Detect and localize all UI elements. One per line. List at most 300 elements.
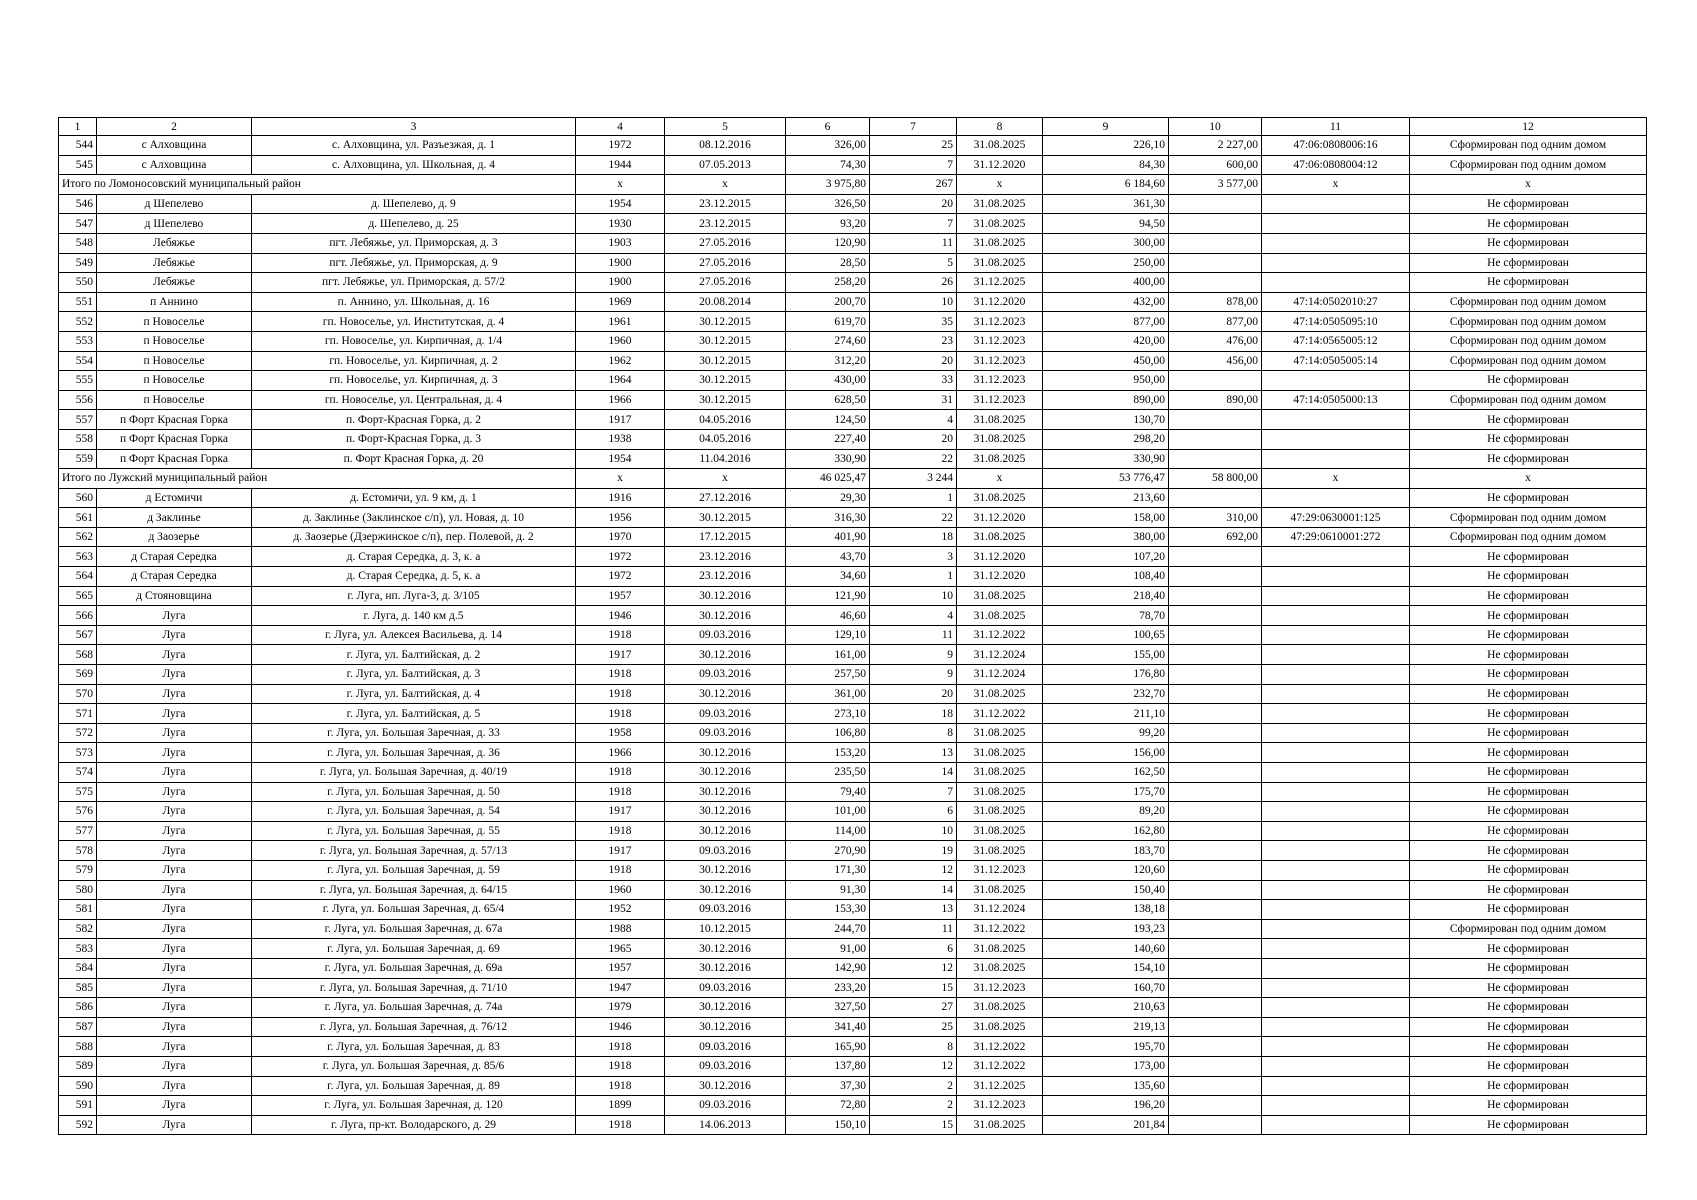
- address-cell: п. Форт-Красная Горка, д. 3: [252, 429, 576, 449]
- year-cell: 1964: [576, 371, 665, 391]
- year-cell: 1917: [576, 410, 665, 430]
- residents-cell: 35: [870, 312, 957, 332]
- column-header: 4: [576, 118, 665, 136]
- value-10-cell: 890,00: [1169, 390, 1262, 410]
- value-9-cell: 108,40: [1043, 567, 1169, 587]
- cadastral-number-cell: 47:06:0808004:12: [1262, 155, 1410, 175]
- cadastral-number-cell: 47:14:0505000:13: [1262, 390, 1410, 410]
- row-number-cell: 584: [59, 958, 97, 978]
- row-number-cell: 549: [59, 253, 97, 273]
- year-cell: 1979: [576, 998, 665, 1018]
- deadline-cell: 31.08.2025: [957, 527, 1043, 547]
- cadastral-number-cell: 47:14:0505005:14: [1262, 351, 1410, 371]
- area-cell: 326,50: [786, 194, 870, 214]
- table-row: [59, 194, 1647, 214]
- status-cell: Не сформирован: [1410, 998, 1647, 1018]
- residents-cell: 20: [870, 194, 957, 214]
- value-9-cell: 218,40: [1043, 586, 1169, 606]
- area-cell: 124,50: [786, 410, 870, 430]
- area-cell: 274,60: [786, 331, 870, 351]
- area-cell: 101,00: [786, 802, 870, 822]
- cadastral-number-cell: [1262, 1037, 1410, 1057]
- area-cell: 327,50: [786, 998, 870, 1018]
- value-10-cell: [1169, 723, 1262, 743]
- table-row: [59, 684, 1647, 704]
- year-cell: 1917: [576, 841, 665, 861]
- locality-cell: Лебяжье: [97, 233, 252, 253]
- locality-cell: п Новоселье: [97, 331, 252, 351]
- year-cell: 1903: [576, 233, 665, 253]
- value-9-cell: 201,84: [1043, 1115, 1169, 1135]
- table-row: [59, 958, 1647, 978]
- residents-cell: 267: [870, 175, 957, 195]
- area-cell: 93,20: [786, 214, 870, 234]
- deadline-cell: 31.12.2022: [957, 704, 1043, 724]
- cadastral-number-cell: [1262, 723, 1410, 743]
- deadline-cell: 31.08.2025: [957, 1017, 1043, 1037]
- value-9-cell: 250,00: [1043, 253, 1169, 273]
- residents-cell: 2: [870, 1076, 957, 1096]
- value-9-cell: 175,70: [1043, 782, 1169, 802]
- deadline-cell: 31.12.2023: [957, 390, 1043, 410]
- address-cell: г. Луга, ул. Большая Заречная, д. 69: [252, 939, 576, 959]
- year-cell: 1962: [576, 351, 665, 371]
- locality-cell: д Заозерье: [97, 527, 252, 547]
- cadastral-number-cell: [1262, 704, 1410, 724]
- status-cell: Сформирован под одним домом: [1410, 351, 1647, 371]
- area-cell: 161,00: [786, 645, 870, 665]
- cadastral-number-cell: 47:14:0505095:10: [1262, 312, 1410, 332]
- status-cell: Сформирован под одним домом: [1410, 331, 1647, 351]
- value-10-cell: [1169, 743, 1262, 763]
- value-10-cell: 692,00: [1169, 527, 1262, 547]
- row-number-cell: 564: [59, 567, 97, 587]
- year-cell: 1946: [576, 1017, 665, 1037]
- year-cell: 1972: [576, 136, 665, 156]
- address-cell: гп. Новоселье, ул. Центральная, д. 4: [252, 390, 576, 410]
- status-cell: Не сформирован: [1410, 723, 1647, 743]
- cadastral-number-cell: х: [1262, 175, 1410, 195]
- year-cell: 1917: [576, 645, 665, 665]
- column-header: 1: [59, 118, 97, 136]
- area-cell: 153,30: [786, 900, 870, 920]
- value-10-cell: [1169, 900, 1262, 920]
- status-cell: Не сформирован: [1410, 429, 1647, 449]
- value-10-cell: 878,00: [1169, 292, 1262, 312]
- deadline-cell: 31.08.2025: [957, 763, 1043, 783]
- residents-cell: 11: [870, 233, 957, 253]
- area-cell: 3 975,80: [786, 175, 870, 195]
- year-cell: 1918: [576, 1056, 665, 1076]
- deadline-cell: х: [957, 469, 1043, 489]
- cadastral-number-cell: [1262, 233, 1410, 253]
- column-number-header-row: [59, 118, 1647, 136]
- row-number-cell: 553: [59, 331, 97, 351]
- value-9-cell: 361,30: [1043, 194, 1169, 214]
- row-number-cell: 547: [59, 214, 97, 234]
- residents-cell: 12: [870, 860, 957, 880]
- status-cell: Не сформирован: [1410, 1115, 1647, 1135]
- table-row: [59, 743, 1647, 763]
- value-10-cell: [1169, 547, 1262, 567]
- table-row: [59, 351, 1647, 371]
- value-10-cell: [1169, 684, 1262, 704]
- address-cell: д. Заклинье (Заклинское с/п), ул. Новая, д. 10: [252, 508, 576, 528]
- date-cell: 11.04.2016: [665, 449, 786, 469]
- row-number-cell: 586: [59, 998, 97, 1018]
- value-9-cell: 150,40: [1043, 880, 1169, 900]
- deadline-cell: 31.12.2024: [957, 645, 1043, 665]
- deadline-cell: 31.08.2025: [957, 958, 1043, 978]
- address-cell: пгт. Лебяжье, ул. Приморская, д. 9: [252, 253, 576, 273]
- value-9-cell: 226,10: [1043, 136, 1169, 156]
- address-cell: г. Луга, ул. Большая Заречная, д. 74а: [252, 998, 576, 1018]
- status-cell: Не сформирован: [1410, 880, 1647, 900]
- row-number-cell: 570: [59, 684, 97, 704]
- table-row: [59, 821, 1647, 841]
- status-cell: Не сформирован: [1410, 684, 1647, 704]
- locality-cell: Луга: [97, 1115, 252, 1135]
- address-cell: г. Луга, ул. Большая Заречная, д. 67а: [252, 919, 576, 939]
- column-header: 2: [97, 118, 252, 136]
- address-cell: с. Алховщина, ул. Школьная, д. 4: [252, 155, 576, 175]
- area-cell: 330,90: [786, 449, 870, 469]
- table-row: [59, 841, 1647, 861]
- value-9-cell: 219,13: [1043, 1017, 1169, 1037]
- area-cell: 37,30: [786, 1076, 870, 1096]
- locality-cell: Луга: [97, 880, 252, 900]
- year-cell: 1918: [576, 1037, 665, 1057]
- deadline-cell: 31.12.2023: [957, 351, 1043, 371]
- row-number-cell: 562: [59, 527, 97, 547]
- status-cell: Не сформирован: [1410, 1037, 1647, 1057]
- address-cell: г. Луга, д. 140 км д.5: [252, 606, 576, 626]
- address-cell: п. Форт Красная Горка, д. 20: [252, 449, 576, 469]
- value-9-cell: 120,60: [1043, 860, 1169, 880]
- address-cell: с. Алховщина, ул. Разъезжая, д. 1: [252, 136, 576, 156]
- area-cell: 120,90: [786, 233, 870, 253]
- value-9-cell: 160,70: [1043, 978, 1169, 998]
- locality-cell: Луга: [97, 1037, 252, 1057]
- row-number-cell: 579: [59, 860, 97, 880]
- value-10-cell: [1169, 567, 1262, 587]
- total-label: Итого по Лужский муниципальный район: [59, 469, 576, 489]
- locality-cell: Луга: [97, 802, 252, 822]
- locality-cell: Луга: [97, 860, 252, 880]
- value-9-cell: 130,70: [1043, 410, 1169, 430]
- year-cell: 1900: [576, 253, 665, 273]
- deadline-cell: 31.12.2022: [957, 1037, 1043, 1057]
- cadastral-number-cell: [1262, 998, 1410, 1018]
- residents-cell: 6: [870, 802, 957, 822]
- status-cell: Не сформирован: [1410, 273, 1647, 293]
- residents-cell: 22: [870, 508, 957, 528]
- row-number-cell: 551: [59, 292, 97, 312]
- cadastral-number-cell: [1262, 194, 1410, 214]
- residents-cell: 4: [870, 410, 957, 430]
- value-10-cell: [1169, 429, 1262, 449]
- year-cell: 1899: [576, 1096, 665, 1116]
- area-cell: 43,70: [786, 547, 870, 567]
- column-header: 8: [957, 118, 1043, 136]
- residents-cell: 31: [870, 390, 957, 410]
- table-row: [59, 292, 1647, 312]
- value-10-cell: [1169, 782, 1262, 802]
- residents-cell: 1: [870, 567, 957, 587]
- locality-cell: с Алховщина: [97, 155, 252, 175]
- date-cell: 27.05.2016: [665, 253, 786, 273]
- value-9-cell: 298,20: [1043, 429, 1169, 449]
- address-cell: гп. Новоселье, ул. Кирпичная, д. 3: [252, 371, 576, 391]
- value-9-cell: 173,00: [1043, 1056, 1169, 1076]
- deadline-cell: 31.08.2025: [957, 841, 1043, 861]
- date-cell: 30.12.2016: [665, 782, 786, 802]
- cadastral-number-cell: [1262, 214, 1410, 234]
- deadline-cell: 31.08.2025: [957, 821, 1043, 841]
- cadastral-number-cell: 47:29:0630001:125: [1262, 508, 1410, 528]
- address-cell: г. Луга, ул. Большая Заречная, д. 57/13: [252, 841, 576, 861]
- status-cell: Не сформирован: [1410, 802, 1647, 822]
- address-cell: г. Луга, ул. Большая Заречная, д. 54: [252, 802, 576, 822]
- table-row: [59, 155, 1647, 175]
- value-10-cell: 600,00: [1169, 155, 1262, 175]
- cadastral-number-cell: [1262, 606, 1410, 626]
- date-cell: 09.03.2016: [665, 665, 786, 685]
- deadline-cell: 31.12.2023: [957, 978, 1043, 998]
- value-9-cell: 162,80: [1043, 821, 1169, 841]
- residents-cell: 4: [870, 606, 957, 626]
- status-cell: Не сформирован: [1410, 743, 1647, 763]
- date-cell: 30.12.2016: [665, 606, 786, 626]
- year-cell: 1918: [576, 821, 665, 841]
- address-cell: д. Шепелево, д. 9: [252, 194, 576, 214]
- year-cell: 1954: [576, 194, 665, 214]
- residents-cell: 2: [870, 1096, 957, 1116]
- address-cell: г. Луга, ул. Большая Заречная, д. 36: [252, 743, 576, 763]
- status-cell: Не сформирован: [1410, 488, 1647, 508]
- locality-cell: Луга: [97, 743, 252, 763]
- date-cell: 30.12.2016: [665, 998, 786, 1018]
- deadline-cell: 31.08.2025: [957, 253, 1043, 273]
- area-cell: 142,90: [786, 958, 870, 978]
- deadline-cell: 31.12.2025: [957, 1076, 1043, 1096]
- table-row: [59, 273, 1647, 293]
- status-cell: Сформирован под одним домом: [1410, 919, 1647, 939]
- locality-cell: Луга: [97, 939, 252, 959]
- value-9-cell: 380,00: [1043, 527, 1169, 547]
- area-cell: 244,70: [786, 919, 870, 939]
- value-9-cell: 99,20: [1043, 723, 1169, 743]
- status-cell: х: [1410, 469, 1647, 489]
- date-cell: 30.12.2015: [665, 331, 786, 351]
- address-cell: г. Луга, ул. Большая Заречная, д. 76/12: [252, 1017, 576, 1037]
- deadline-cell: 31.08.2025: [957, 998, 1043, 1018]
- row-number-cell: 585: [59, 978, 97, 998]
- value-9-cell: 950,00: [1043, 371, 1169, 391]
- table-row: [59, 880, 1647, 900]
- year-cell: 1944: [576, 155, 665, 175]
- residents-cell: 12: [870, 958, 957, 978]
- year-cell: 1918: [576, 625, 665, 645]
- cadastral-number-cell: [1262, 958, 1410, 978]
- status-cell: Не сформирован: [1410, 821, 1647, 841]
- year-cell: 1947: [576, 978, 665, 998]
- deadline-cell: 31.12.2022: [957, 1056, 1043, 1076]
- date-cell: 09.03.2016: [665, 978, 786, 998]
- address-cell: г. Луга, ул. Балтийская, д. 4: [252, 684, 576, 704]
- cadastral-number-cell: [1262, 253, 1410, 273]
- status-cell: Не сформирован: [1410, 665, 1647, 685]
- year-cell: 1961: [576, 312, 665, 332]
- cadastral-number-cell: [1262, 429, 1410, 449]
- cadastral-number-cell: [1262, 1115, 1410, 1135]
- year-cell: 1965: [576, 939, 665, 959]
- status-cell: Не сформирован: [1410, 704, 1647, 724]
- cadastral-number-cell: [1262, 860, 1410, 880]
- deadline-cell: 31.08.2025: [957, 743, 1043, 763]
- value-10-cell: [1169, 606, 1262, 626]
- deadline-cell: 31.08.2025: [957, 410, 1043, 430]
- year-cell: 1946: [576, 606, 665, 626]
- table-row: [59, 253, 1647, 273]
- year-cell: 1957: [576, 958, 665, 978]
- cadastral-number-cell: [1262, 1076, 1410, 1096]
- value-10-cell: [1169, 802, 1262, 822]
- deadline-cell: 31.08.2025: [957, 214, 1043, 234]
- value-10-cell: [1169, 371, 1262, 391]
- address-cell: д. Шепелево, д. 25: [252, 214, 576, 234]
- column-header: 10: [1169, 118, 1262, 136]
- value-10-cell: [1169, 880, 1262, 900]
- table-row: [59, 782, 1647, 802]
- area-cell: 150,10: [786, 1115, 870, 1135]
- row-number-cell: 582: [59, 919, 97, 939]
- year-cell: х: [576, 175, 665, 195]
- cadastral-number-cell: [1262, 743, 1410, 763]
- date-cell: 30.12.2015: [665, 351, 786, 371]
- residents-cell: 25: [870, 1017, 957, 1037]
- address-cell: гп. Новоселье, ул. Институтская, д. 4: [252, 312, 576, 332]
- year-cell: 1918: [576, 763, 665, 783]
- date-cell: 30.12.2016: [665, 821, 786, 841]
- status-cell: Не сформирован: [1410, 586, 1647, 606]
- row-number-cell: 578: [59, 841, 97, 861]
- value-10-cell: [1169, 586, 1262, 606]
- residents-cell: 14: [870, 763, 957, 783]
- area-cell: 79,40: [786, 782, 870, 802]
- row-number-cell: 581: [59, 900, 97, 920]
- locality-cell: п Аннино: [97, 292, 252, 312]
- value-9-cell: 107,20: [1043, 547, 1169, 567]
- value-9-cell: 135,60: [1043, 1076, 1169, 1096]
- residents-cell: 3 244: [870, 469, 957, 489]
- status-cell: Не сформирован: [1410, 233, 1647, 253]
- residents-cell: 26: [870, 273, 957, 293]
- row-number-cell: 589: [59, 1056, 97, 1076]
- area-cell: 46 025,47: [786, 469, 870, 489]
- locality-cell: Луга: [97, 1056, 252, 1076]
- value-10-cell: [1169, 488, 1262, 508]
- address-cell: г. Луга, ул. Балтийская, д. 3: [252, 665, 576, 685]
- address-cell: п. Форт-Красная Горка, д. 2: [252, 410, 576, 430]
- area-cell: 273,10: [786, 704, 870, 724]
- year-cell: 1918: [576, 704, 665, 724]
- year-cell: х: [576, 469, 665, 489]
- area-cell: 46,60: [786, 606, 870, 626]
- deadline-cell: 31.12.2023: [957, 331, 1043, 351]
- residents-cell: 7: [870, 155, 957, 175]
- cadastral-number-cell: [1262, 665, 1410, 685]
- address-cell: д. Старая Середка, д. 5, к. а: [252, 567, 576, 587]
- row-number-cell: 561: [59, 508, 97, 528]
- date-cell: 30.12.2016: [665, 880, 786, 900]
- residents-cell: 9: [870, 665, 957, 685]
- status-cell: Сформирован под одним домом: [1410, 527, 1647, 547]
- table-row: [59, 1115, 1647, 1135]
- table-row: [59, 645, 1647, 665]
- area-cell: 258,20: [786, 273, 870, 293]
- value-9-cell: 6 184,60: [1043, 175, 1169, 195]
- value-9-cell: 140,60: [1043, 939, 1169, 959]
- value-9-cell: 156,00: [1043, 743, 1169, 763]
- locality-cell: Луга: [97, 821, 252, 841]
- value-10-cell: [1169, 410, 1262, 430]
- value-10-cell: [1169, 645, 1262, 665]
- area-cell: 257,50: [786, 665, 870, 685]
- row-number-cell: 576: [59, 802, 97, 822]
- locality-cell: Луга: [97, 684, 252, 704]
- residents-cell: 13: [870, 743, 957, 763]
- deadline-cell: 31.12.2020: [957, 155, 1043, 175]
- value-9-cell: 232,70: [1043, 684, 1169, 704]
- locality-cell: д Стояновщина: [97, 586, 252, 606]
- address-cell: г. Луга, ул. Большая Заречная, д. 65/4: [252, 900, 576, 920]
- value-9-cell: 138,18: [1043, 900, 1169, 920]
- table-row: [59, 998, 1647, 1018]
- value-9-cell: 890,00: [1043, 390, 1169, 410]
- area-cell: 235,50: [786, 763, 870, 783]
- table-row: [59, 233, 1647, 253]
- locality-cell: Луга: [97, 704, 252, 724]
- column-header: 9: [1043, 118, 1169, 136]
- locality-cell: п Новоселье: [97, 390, 252, 410]
- cadastral-number-cell: [1262, 273, 1410, 293]
- row-number-cell: 587: [59, 1017, 97, 1037]
- value-9-cell: 195,70: [1043, 1037, 1169, 1057]
- locality-cell: Луга: [97, 1076, 252, 1096]
- deadline-cell: 31.08.2025: [957, 429, 1043, 449]
- status-cell: Не сформирован: [1410, 958, 1647, 978]
- address-cell: гп. Новоселье, ул. Кирпичная, д. 1/4: [252, 331, 576, 351]
- cadastral-number-cell: [1262, 547, 1410, 567]
- year-cell: 1917: [576, 802, 665, 822]
- value-9-cell: 84,30: [1043, 155, 1169, 175]
- table-row: [59, 331, 1647, 351]
- table-row: [59, 312, 1647, 332]
- date-cell: 10.12.2015: [665, 919, 786, 939]
- date-cell: 23.12.2015: [665, 214, 786, 234]
- status-cell: Не сформирован: [1410, 253, 1647, 273]
- locality-cell: д Шепелево: [97, 214, 252, 234]
- cadastral-number-cell: [1262, 684, 1410, 704]
- value-10-cell: 877,00: [1169, 312, 1262, 332]
- locality-cell: Луга: [97, 919, 252, 939]
- deadline-cell: 31.12.2023: [957, 312, 1043, 332]
- row-number-cell: 563: [59, 547, 97, 567]
- table-row: [59, 214, 1647, 234]
- area-cell: 171,30: [786, 860, 870, 880]
- table-row: [59, 1037, 1647, 1057]
